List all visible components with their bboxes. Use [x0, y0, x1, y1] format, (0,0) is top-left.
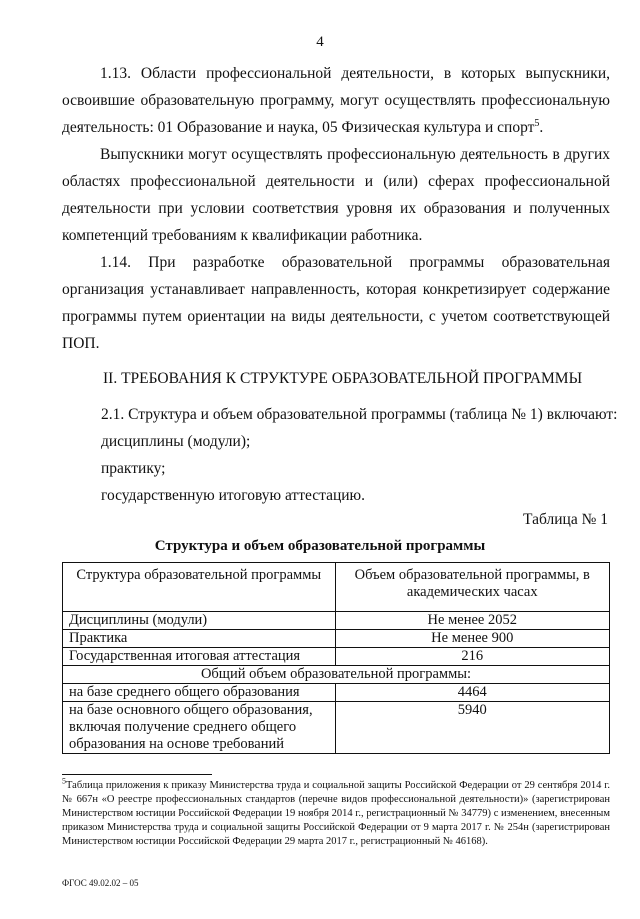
footnote-ref-5: 5: [534, 117, 540, 129]
table-cell-label: на базе среднего общего образования: [63, 684, 336, 702]
paragraph-1-14-text: 1.14. При разработке образовательной программы образовательная организация устанавливает направленность, которая конкретизирует содержание программы путем ориентации на виды деятельности, с учетом соответствующей ПОП.: [62, 254, 610, 352]
table-row: [63, 684, 610, 702]
paragraph-1-13-end: .: [539, 119, 544, 136]
table-title: Структура и объем образовательной программы: [154, 538, 486, 554]
table-header-cell: Объем образовательной программы, в академических часах: [335, 563, 610, 612]
paragraph-1-13: [62, 60, 610, 141]
paragraph-graduates: [62, 141, 610, 249]
table-total-label: Общий объем образовательной программы:: [63, 666, 610, 684]
table-row: [63, 630, 610, 648]
paragraph-1-13-text: 1.13. Области профессиональной деятельности, в которых выпускники, освоившие образовательную программу, могут осуществлять профессиональную деятельность: 01 Образование и наука, 05 Физическая культура и спорт: [62, 65, 610, 136]
program-structure-table: [62, 562, 610, 754]
table-cell-value: Не менее 2052: [335, 612, 610, 630]
table-cell-value: 4464: [335, 684, 610, 702]
list-item: государственную итоговую аттестацию.: [101, 487, 366, 504]
table-cell-label: на базе основного общего образования, включая получение среднего общего образования на основе требований: [63, 702, 336, 754]
page-number: 4: [316, 34, 324, 50]
table-cell-label: Дисциплины (модули): [63, 612, 336, 630]
paragraph-graduates-text: Выпускники могут осуществлять профессиональную деятельность в других областях профессиональной деятельности и (или) сферах профессиональной деятельности при условии соответствия уровня их образования и полученных компетенций требованиям к квалификации работника.: [62, 146, 610, 244]
list-item: практику;: [101, 460, 166, 477]
footnote-mark: 5: [62, 776, 66, 786]
footnote-text: Таблица приложения к приказу Министерства труда и социальной защиты Российской Федерации от 29 сентября 2014 г. № 667н «О реестре профессиональных стандартов (перечне видов профессиональной деятельности)» (зарегистрирован Министерством юстиции Российской Федерации 19 ноября 2014 г., регистрационный № 34779) с изменением, внесенным приказом Министерства труда и социальной защиты Российской Федерации от 9 марта 2017 г. № 254н (зарегистрирован Министерством юстиции Российской Федерации 29 марта 2017 г., регистрационный № 46168).: [62, 780, 610, 847]
footnote-divider: [62, 774, 212, 775]
table-row: [63, 702, 610, 754]
paragraph-2-1: 2.1. Структура и объем образовательной программы (таблица № 1) включают:: [101, 406, 618, 423]
table-row: [63, 648, 610, 666]
table-cell-value: 216: [335, 648, 610, 666]
table-cell-value: 5940: [335, 702, 610, 754]
table-total-row: [63, 666, 610, 684]
table-row: [63, 612, 610, 630]
table-cell-label: Практика: [63, 630, 336, 648]
list-item: дисциплины (модули);: [101, 433, 251, 450]
table-header-row: [63, 563, 610, 612]
table-number: Таблица № 1: [523, 511, 608, 528]
section-heading: II. ТРЕБОВАНИЯ К СТРУКТУРЕ ОБРАЗОВАТЕЛЬНОЙ ПРОГРАММЫ: [103, 370, 583, 387]
paragraph-1-14: [62, 249, 610, 357]
table-cell-value: Не менее 900: [335, 630, 610, 648]
table-cell-label: Государственная итоговая аттестация: [63, 648, 336, 666]
footnote: [62, 776, 610, 849]
document-code: ФГОС 49.02.02 – 05: [62, 878, 139, 888]
table-header-cell: Структура образовательной программы: [63, 563, 336, 612]
